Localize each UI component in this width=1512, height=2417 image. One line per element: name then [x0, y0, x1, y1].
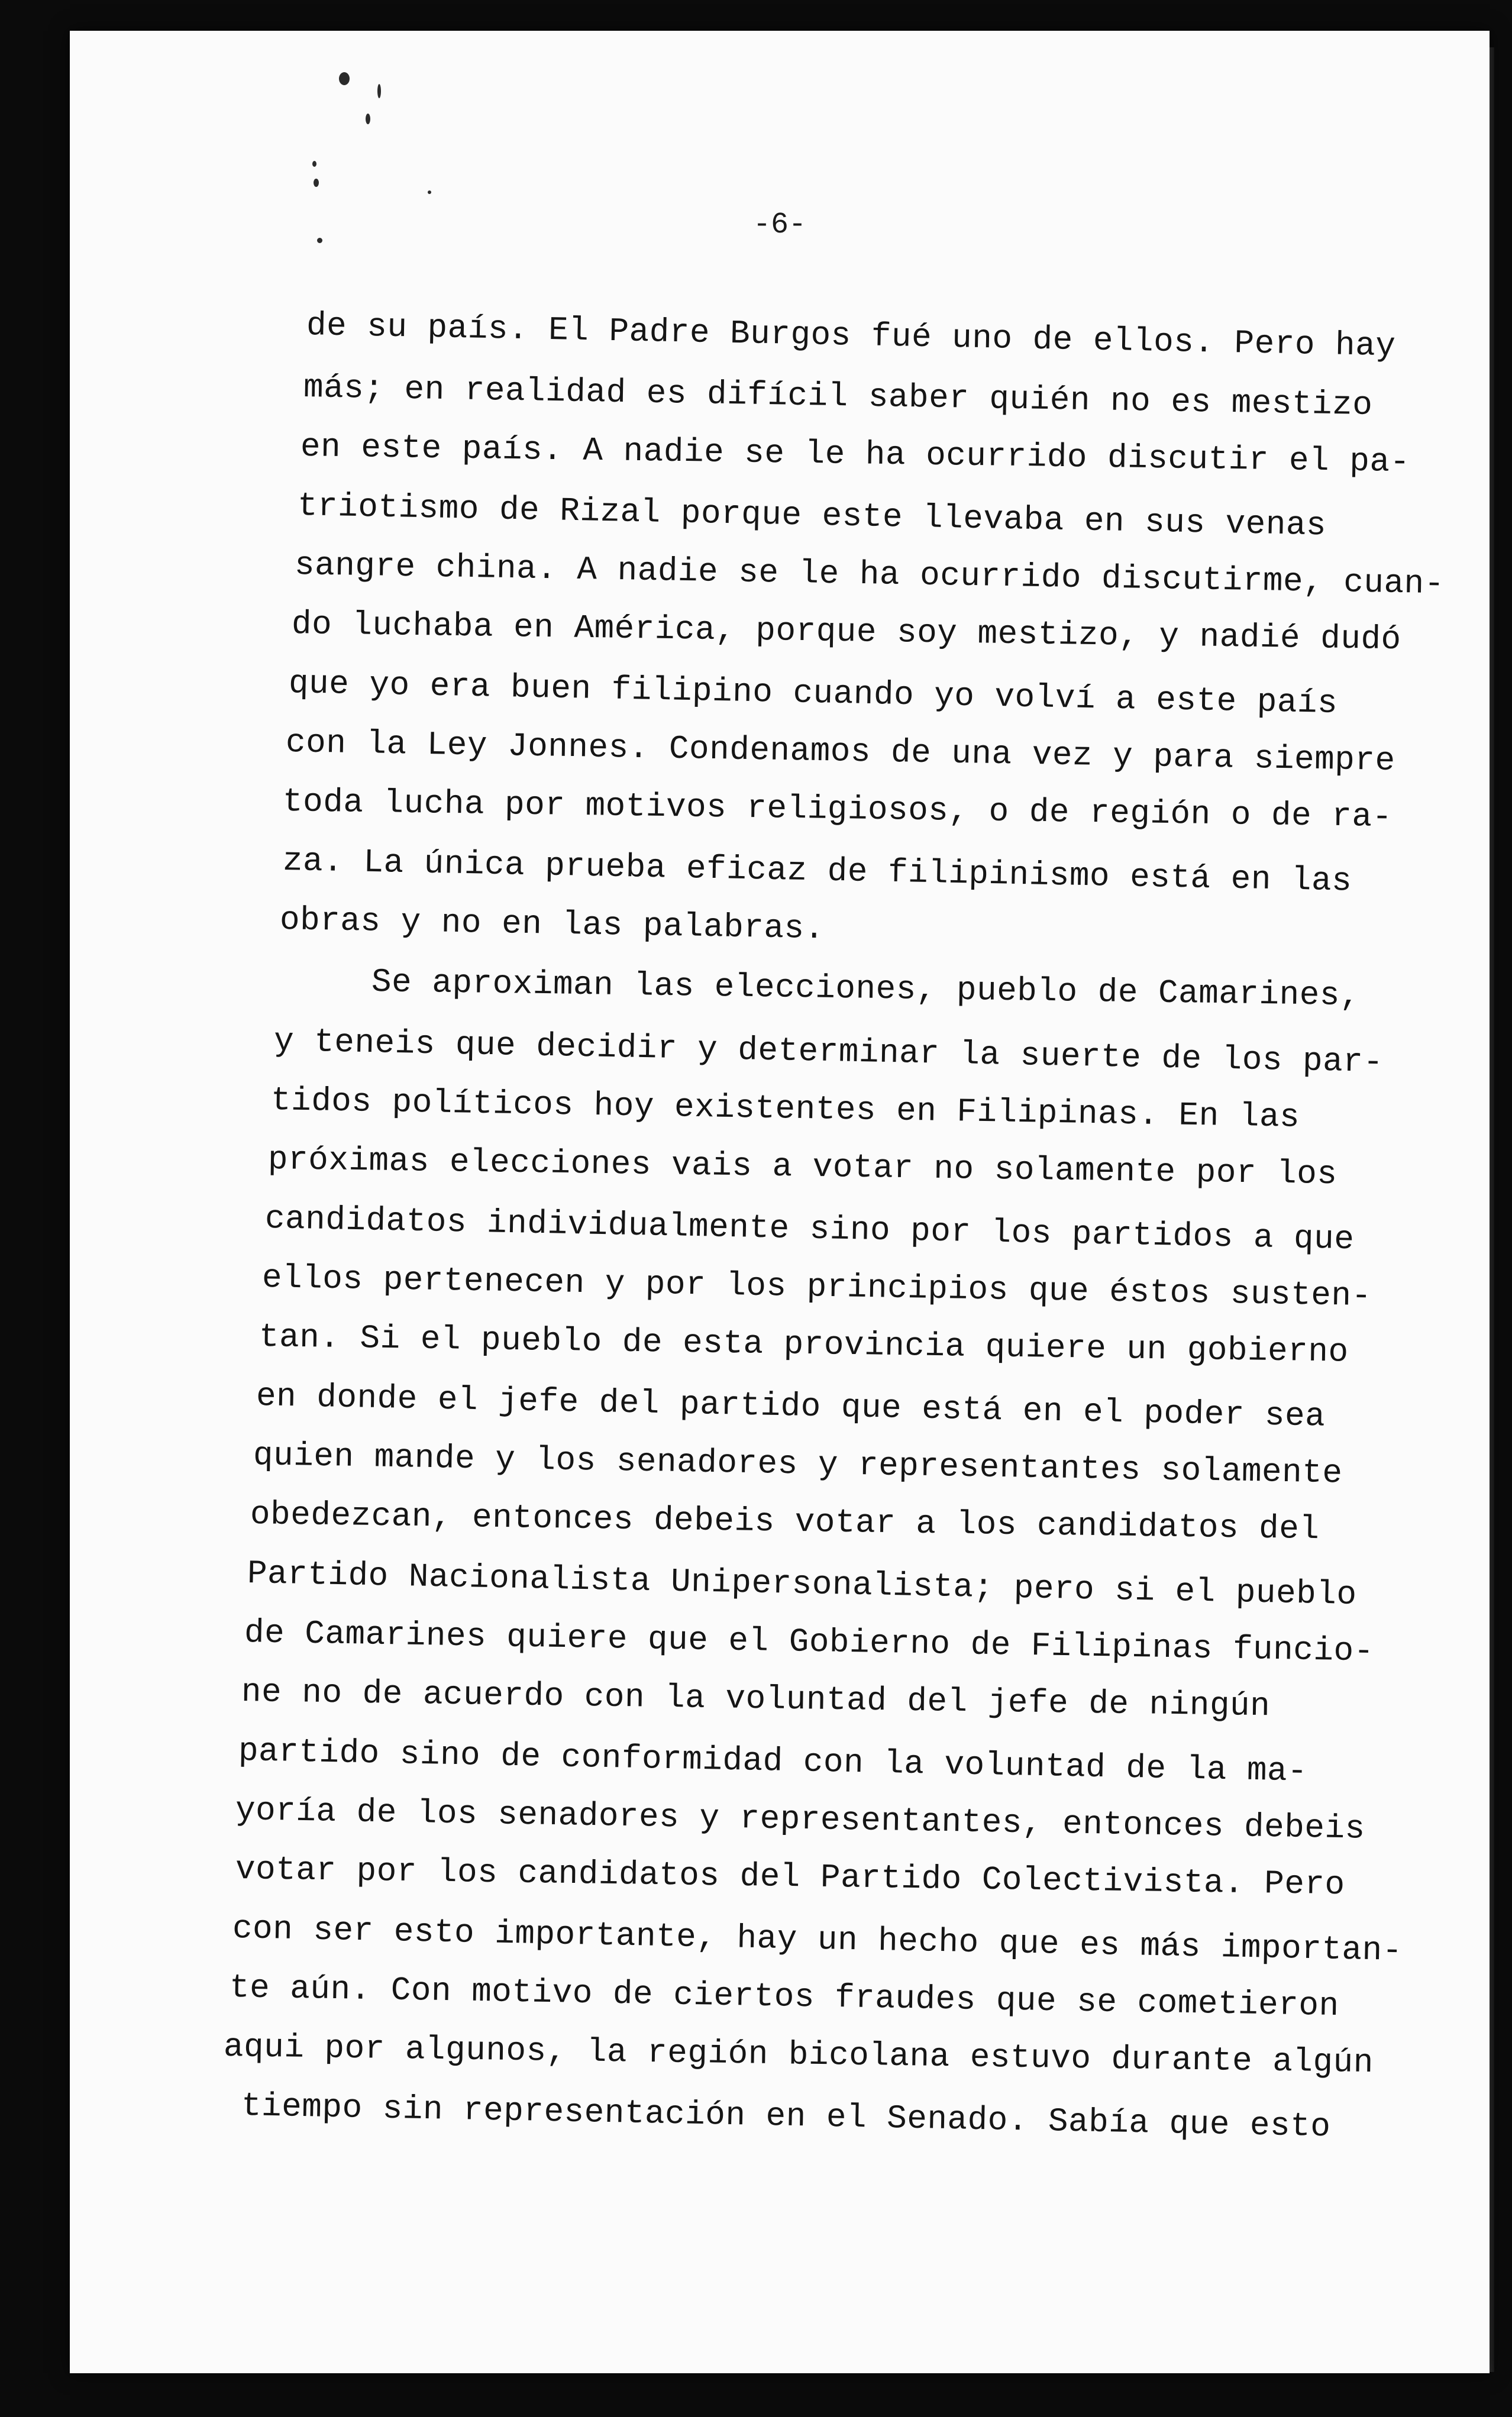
text-line: ellos pertenecen y por los principios que éstos susten- — [261, 1259, 1372, 1316]
text-line: y teneis que decidir y determinar la suerte de los par- — [273, 1022, 1384, 1082]
text-line: yoría de los senadores y representantes, entonces debeis — [235, 1791, 1366, 1848]
ink-speck — [339, 72, 350, 85]
text-line: en donde el jefe del partido que está en el poder sea — [256, 1377, 1326, 1436]
text-line: Se aproximan las elecciones, pueblo de Camarines, — [371, 963, 1361, 1015]
text-line: sangre china. A nadie se le ha ocurrido discutirme, cuan- — [294, 546, 1445, 603]
text-line: toda lucha por motivos religiosos, o de región o de ra- — [282, 783, 1393, 836]
ink-speck — [377, 84, 381, 98]
text-line: aqui por algunos, la región bicolana estuvo durante algún — [223, 2028, 1374, 2082]
text-line: tiempo sin representación en el Senado. Sabía que esto — [241, 2087, 1331, 2146]
text-line: que yo era buen filipino cuando yo volví a este país — [288, 664, 1338, 723]
text-line: próximas elecciones vais a votar no solamente por los — [267, 1140, 1337, 1194]
text-line: tidos políticos hoy existentes en Filipinas. En las — [270, 1081, 1300, 1136]
text-line: con ser esto importante, hay un hecho que es más importan- — [232, 1909, 1403, 1970]
document-page — [70, 31, 1490, 2373]
text-line: triotismo de Rizal porque este llevaba en sus venas — [297, 487, 1327, 545]
text-line: te aún. Con motivo de ciertos fraudes que se cometieron — [229, 1969, 1340, 2025]
text-line: tan. Si el pueblo de esta provincia quiere un gobierno — [259, 1318, 1349, 1371]
ink-speck — [366, 114, 370, 124]
ink-speck — [428, 190, 431, 194]
text-line: candidatos individualmente sino por los partidos a que — [264, 1200, 1355, 1259]
text-line: partido sino de conformidad con la voluntad de la ma- — [238, 1732, 1308, 1791]
text-line: do luchaba en América, porque soy mestizo, y nadié dudó — [291, 605, 1402, 659]
text-line: ne no de acuerdo con la voluntad del jefe de ningún — [241, 1673, 1271, 1725]
ink-speck — [314, 179, 319, 187]
text-line: de Camarines quiere que el Gobierno de Filipinas funcio- — [244, 1614, 1375, 1670]
page-number: -6- — [752, 208, 806, 242]
ink-speck — [312, 161, 316, 167]
text-line: de su país. El Padre Burgos fué uno de ellos. Pero hay — [306, 306, 1396, 366]
text-line: obras y no en las palabras. — [279, 901, 825, 948]
text-line: za. La única prueba eficaz de filipinismo está en las — [282, 842, 1352, 900]
text-line: quien mande y los senadores y representantes solamente — [253, 1436, 1343, 1492]
text-line: obedezcan, entonces debeis votar a los candidatos del — [250, 1495, 1320, 1549]
text-line: votar por los candidatos del Partido Colectivista. Pero — [235, 1850, 1346, 1904]
text-line: con la Ley Jonnes. Condenamos de una vez y para siempre — [285, 723, 1396, 780]
text-line: en este país. A nadie se le ha ocurrido discutir el pa- — [300, 428, 1411, 482]
text-line: Partido Nacionalista Unipersonalista; pero si el pueblo — [247, 1555, 1358, 1614]
text-line: más; en realidad es difícil saber quién no es mestizo — [303, 369, 1373, 424]
